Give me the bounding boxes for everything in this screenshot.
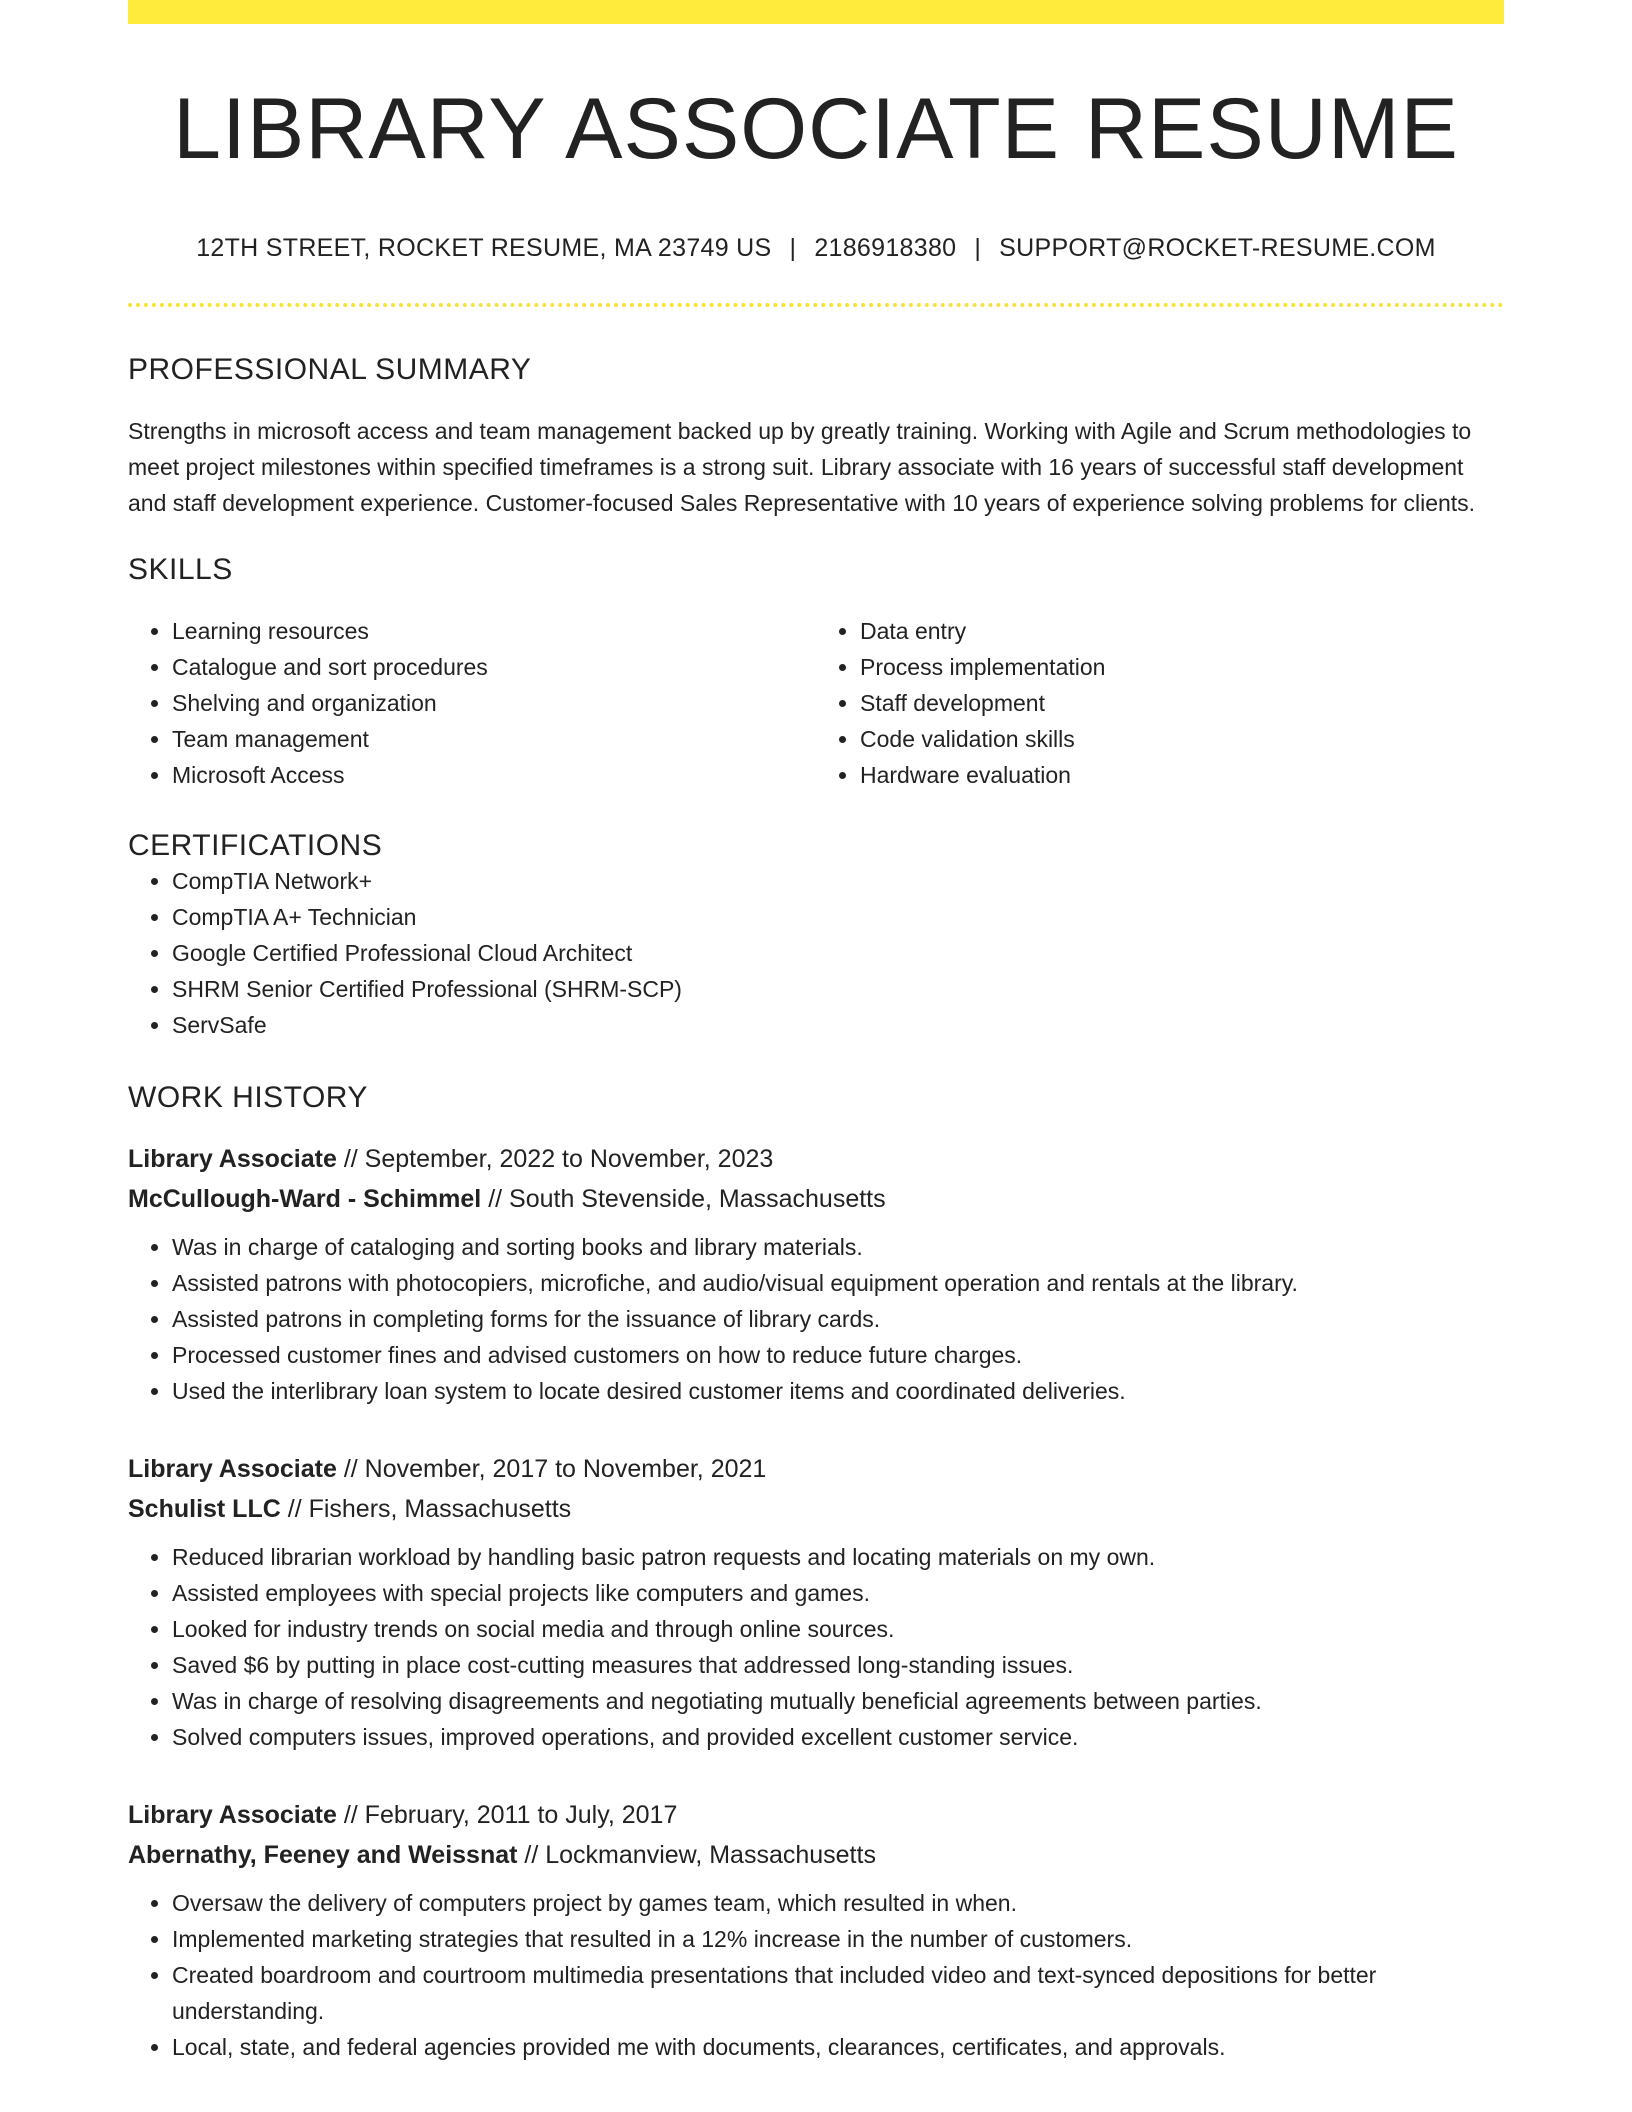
job-duty: • Created boardroom and courtroom multimedia presentations that included video and text-synced depositions for better understanding. [172, 1957, 1504, 2029]
accent-top-bar [128, 0, 1504, 24]
job-role-line [128, 1449, 1504, 1489]
job-duties-list [128, 1885, 1504, 2065]
job-duty: • Saved $6 by putting in place cost-cutting measures that addressed long-standing issues. [172, 1647, 1504, 1683]
job-role: Library Associate [128, 1455, 337, 1484]
contact-email: SUPPORT@ROCKET-RESUME.COM [999, 234, 1436, 263]
certification-item: • CompTIA A+ Technician [172, 899, 1504, 935]
resume-page [128, 0, 1504, 2065]
job-company: Schulist LLC [128, 1495, 281, 1524]
resume-title: LIBRARY ASSOCIATE RESUME [173, 81, 1459, 177]
job-duty: • Implemented marketing strategies that resulted in a 12% increase in the number of customers. [172, 1921, 1504, 1957]
skill-item: • Microsoft Access [172, 757, 816, 793]
job-company: Abernathy, Feeney and Weissnat [128, 1841, 518, 1870]
summary-text: Strengths in microsoft access and team management backed up by greatly training. Working with Agile and Scrum methodologies to meet project milestones within specified timeframes is a strong suit. Library associate with 16 years of successful staff development and staff development experience. Customer-focused Sales Representative with 10 years of experience solving problems for clients. [128, 418, 1476, 517]
job-dates: // February, 2011 to July, 2017 [336, 1801, 678, 1830]
job-company-line [128, 1179, 1504, 1219]
contact-address: 12TH STREET, ROCKET RESUME, MA 23749 US [196, 234, 772, 263]
job-role: Library Associate [128, 1801, 337, 1830]
header-divider [128, 303, 1504, 307]
job-location: // Lockmanview, Massachusetts [517, 1841, 876, 1870]
job-company-line [128, 1489, 1504, 1529]
contact-phone: 2186918380 [814, 234, 957, 263]
job-duties-list [128, 1229, 1504, 1409]
skill-item: • Code validation skills [860, 721, 1504, 757]
job-role-line [128, 1139, 1504, 1179]
job-entry [128, 1795, 1504, 2065]
skill-item: • Data entry [860, 613, 1504, 649]
skill-item: • Process implementation [860, 649, 1504, 685]
job-duty: • Used the interlibrary loan system to locate desired customer items and coordinated deliveries. [172, 1373, 1504, 1409]
job-location: // South Stevenside, Massachusetts [481, 1185, 886, 1214]
skills-heading: SKILLS [128, 553, 233, 587]
skills-list-right [816, 613, 1504, 793]
contact-line [128, 234, 1504, 263]
work-history-heading: WORK HISTORY [128, 1081, 368, 1115]
skill-item: • Learning resources [172, 613, 816, 649]
job-role: Library Associate [128, 1145, 337, 1174]
certifications-list [128, 863, 1504, 1043]
certifications-heading: CERTIFICATIONS [128, 829, 383, 863]
job-company-line [128, 1835, 1504, 1875]
skills-columns [128, 613, 1504, 793]
skill-item: • Team management [172, 721, 816, 757]
certification-item: • ServSafe [172, 1007, 1504, 1043]
job-company: McCullough-Ward - Schimmel [128, 1185, 482, 1214]
job-duty: • Was in charge of resolving disagreements and negotiating mutually beneficial agreements between parties. [172, 1683, 1504, 1719]
job-duty: • Local, state, and federal agencies provided me with documents, clearances, certificates, and approvals. [172, 2029, 1504, 2065]
job-entry [128, 1449, 1504, 1755]
contact-separator: | [974, 234, 982, 263]
job-location: // Fishers, Massachusetts [280, 1495, 572, 1524]
job-duty: • Assisted patrons in completing forms for the issuance of library cards. [172, 1301, 1504, 1337]
skill-item: • Shelving and organization [172, 685, 816, 721]
job-duty: • Was in charge of cataloging and sorting books and library materials. [172, 1229, 1504, 1265]
skill-item: • Hardware evaluation [860, 757, 1504, 793]
certification-item: • Google Certified Professional Cloud Architect [172, 935, 1504, 971]
job-dates: // November, 2017 to November, 2021 [336, 1455, 767, 1484]
job-duty: • Processed customer fines and advised customers on how to reduce future charges. [172, 1337, 1504, 1373]
certification-item: • CompTIA Network+ [172, 863, 1504, 899]
job-duty: • Assisted patrons with photocopiers, microfiche, and audio/visual equipment operation and rentals at the library. [172, 1265, 1504, 1301]
certification-item: • SHRM Senior Certified Professional (SHRM-SCP) [172, 971, 1504, 1007]
job-duty: • Solved computers issues, improved operations, and provided excellent customer service. [172, 1719, 1504, 1755]
skills-list-left [128, 613, 816, 793]
job-duty: • Looked for industry trends on social media and through online sources. [172, 1611, 1504, 1647]
job-dates: // September, 2022 to November, 2023 [336, 1145, 774, 1174]
job-entry [128, 1139, 1504, 1409]
job-duty: • Assisted employees with special projects like computers and games. [172, 1575, 1504, 1611]
contact-separator: | [789, 234, 797, 263]
summary-heading: PROFESSIONAL SUMMARY [128, 353, 532, 387]
job-role-line [128, 1795, 1504, 1835]
skill-item: • Staff development [860, 685, 1504, 721]
job-duty: • Oversaw the delivery of computers project by games team, which resulted in when. [172, 1885, 1504, 1921]
job-duty: • Reduced librarian workload by handling basic patron requests and locating materials on my own. [172, 1539, 1504, 1575]
skill-item: • Catalogue and sort procedures [172, 649, 816, 685]
job-duties-list [128, 1539, 1504, 1755]
